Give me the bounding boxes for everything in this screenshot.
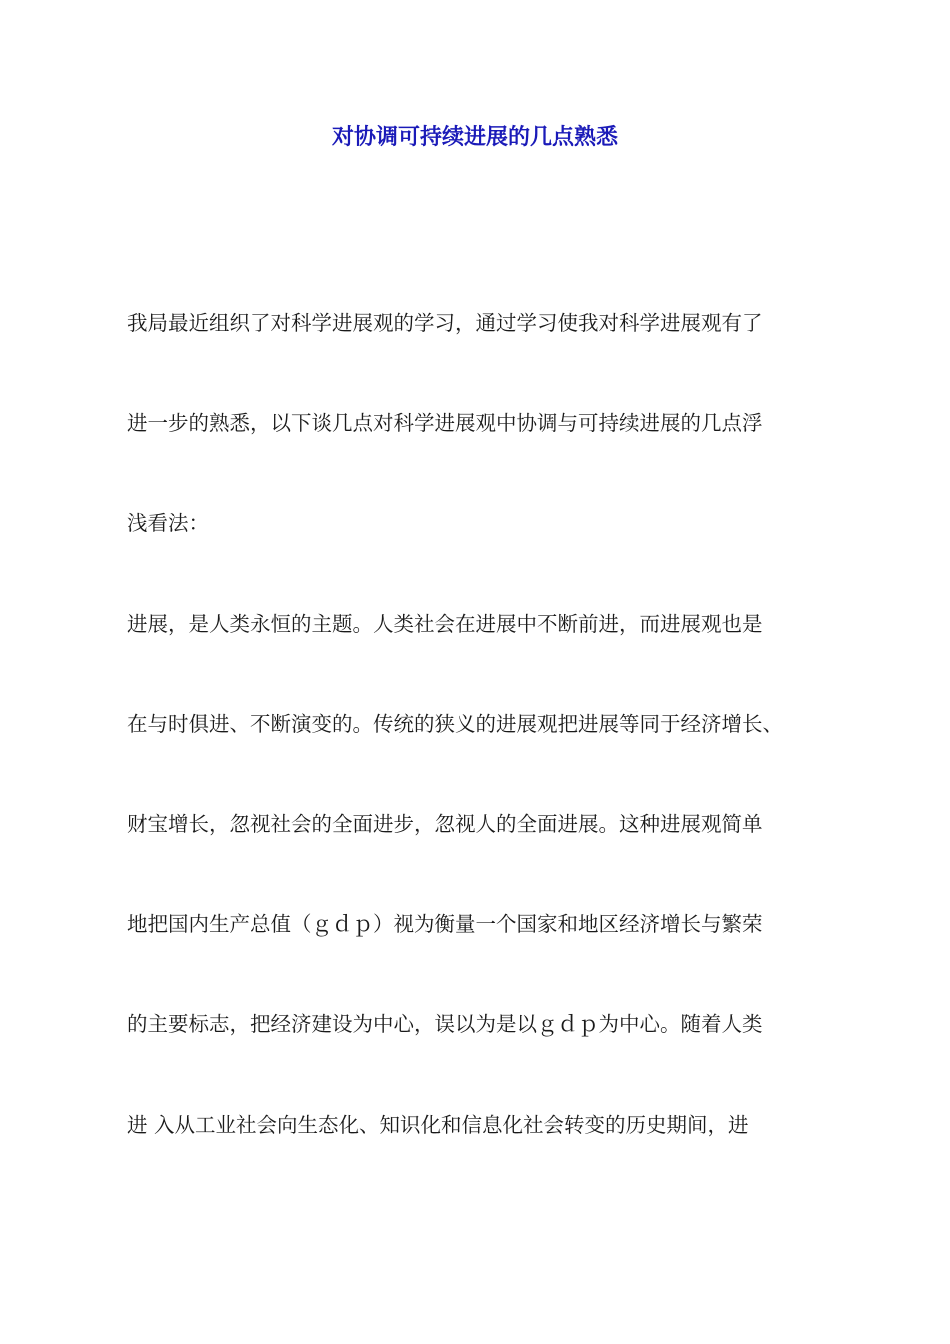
text-line: 财宝增长，忽视社会的全面进步，忽视人的全面进展。这种进展观简单 xyxy=(127,811,763,836)
text-line: 地把国内生产总值（ｇｄｐ）视为衡量一个国家和地区经济增长与繁荣 xyxy=(127,912,763,937)
text-line: 进 入从工业社会向生态化、知识化和信息化社会转变的历史期间，进 xyxy=(127,1112,749,1137)
text-line: 进展，是人类永恒的主题。人类社会在进展中不断前进，而进展观也是 xyxy=(127,611,763,636)
text-line: 在与时俱进、不断演变的。传统的狭义的进展观把进展等同于经济增长、 xyxy=(127,711,783,736)
text-line: 我局最近组织了对科学进展观的学习，通过学习使我对科学进展观有了 xyxy=(127,311,763,335)
document-body xyxy=(127,303,847,1205)
document-title: 对协调可持续进展的几点熟悉 xyxy=(331,125,618,150)
text-line: 进一步的熟悉，以下谈几点对科学进展观中协调与可持续进展的几点浮 xyxy=(127,411,763,436)
text-line: 的主要标志，把经济建设为中心，误以为是以ｇｄｐ为中心。随着人类 xyxy=(127,1012,763,1037)
text-line: 浅看法： xyxy=(127,511,209,536)
